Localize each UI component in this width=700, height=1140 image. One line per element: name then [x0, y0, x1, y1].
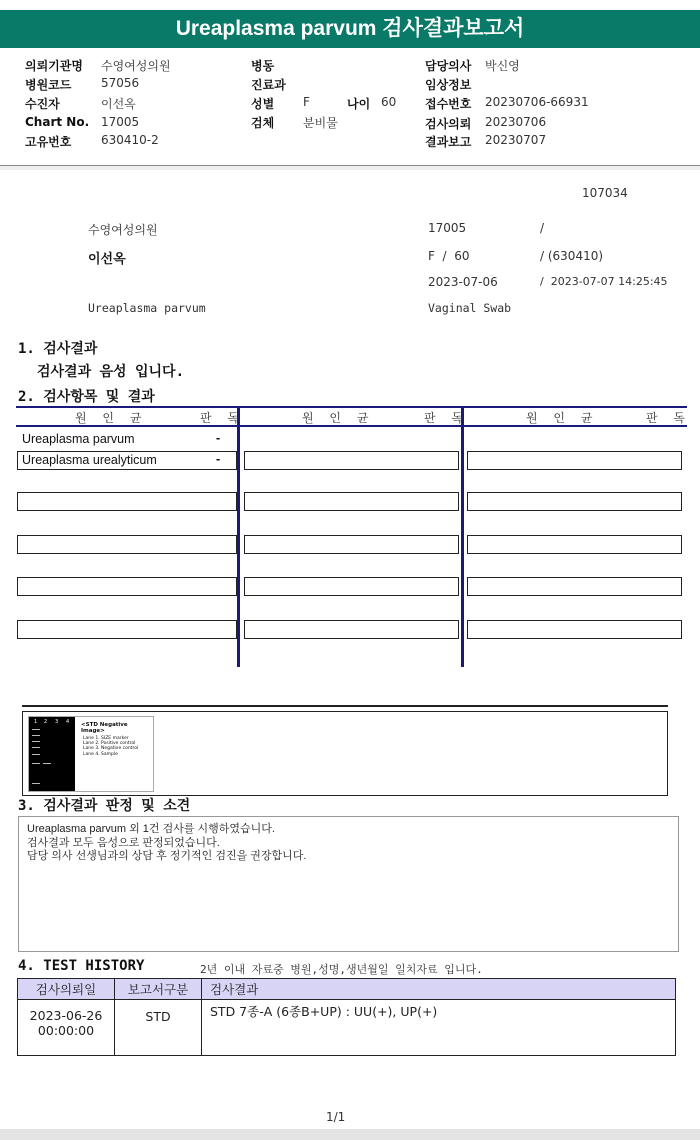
- gel-title: <STD Negative Image>: [81, 722, 128, 734]
- chart-value: 17005: [101, 115, 140, 129]
- empty-cell: [467, 577, 682, 596]
- history-type: STD: [115, 1000, 202, 1056]
- ward-label: 병동: [251, 59, 275, 73]
- history-header-row: [18, 979, 676, 1000]
- summary-patient: 이선옥: [88, 252, 126, 267]
- hospital-value: 수영여성의원: [101, 59, 171, 73]
- column-divider-2: [461, 406, 464, 667]
- table-top-rule: [16, 406, 687, 408]
- empty-cell: [17, 535, 237, 554]
- report-value: 20230707: [485, 133, 547, 147]
- summary-specimen: Vaginal Swab: [428, 301, 512, 315]
- lane-number: 2: [44, 719, 48, 725]
- section4-title: 4. TEST HISTORY: [18, 958, 145, 974]
- gel-legend-item: Lane 3. Negative control: [83, 746, 139, 752]
- col1-result-header: 판 독: [200, 411, 245, 425]
- history-date: 2023-06-26: [29, 1008, 103, 1023]
- result-name-2: Ureaplasma urealyticum: [22, 453, 157, 467]
- result-value-2: -: [216, 452, 221, 466]
- gel-band: [32, 729, 40, 730]
- empty-cell: [467, 620, 682, 639]
- section2-title: 2. 검사항목 및 결과: [18, 389, 155, 405]
- history-col-type: 보고서구분: [115, 979, 202, 1000]
- gel-band: [32, 747, 40, 748]
- specimen-value: 분비물: [303, 116, 338, 130]
- header-info: [25, 57, 685, 152]
- code-label: 병원코드: [25, 78, 72, 92]
- history-col-result: 검사결과: [202, 979, 676, 1000]
- opinion-line: 검사결과 모두 음성으로 판정되었습니다.: [27, 836, 220, 849]
- section1-title: 1. 검사결과: [18, 341, 98, 357]
- result-value-1: -: [216, 431, 221, 445]
- empty-cell: [244, 620, 459, 639]
- request-label: 검사의뢰: [425, 117, 472, 131]
- request-value: 20230706: [485, 115, 547, 129]
- summary-code: 107034: [582, 186, 628, 200]
- empty-cell: [17, 620, 237, 639]
- chart-label: Chart No.: [25, 115, 90, 129]
- empty-cell: [467, 451, 682, 470]
- summary-slash: /: [540, 221, 545, 235]
- gel-band: [32, 763, 40, 764]
- col3-result-header: 판 독: [646, 411, 691, 425]
- sex-value: F: [303, 95, 310, 109]
- gel-top-rule: [22, 705, 668, 707]
- history-result: STD 7종-A (6종B+UP) : UU(+), UP(+): [202, 1000, 676, 1056]
- gel-figure: [28, 716, 154, 792]
- empty-cell: [244, 492, 459, 511]
- empty-cell: [17, 577, 237, 596]
- clinical-label: 임상정보: [425, 78, 472, 92]
- summary-id: / (630410): [540, 249, 604, 263]
- age-value: 60: [381, 95, 397, 109]
- history-note: 2년 이내 자료중 병원,성명,생년월일 일치자료 입니다.: [200, 963, 483, 976]
- opinion-text: [27, 823, 306, 864]
- lane-number: 3: [55, 719, 59, 725]
- history-row: [18, 1000, 676, 1056]
- page-number: 1/1: [326, 1110, 346, 1124]
- header-shadow: [0, 166, 700, 170]
- column-divider-1: [237, 406, 240, 667]
- summary-datetime: / 2023-07-07 14:25:45: [540, 275, 668, 288]
- empty-cell: [467, 535, 682, 554]
- empty-cell: [467, 492, 682, 511]
- gel-legend-item: Lane 2. Positive control: [83, 741, 136, 747]
- report-label: 결과보고: [425, 135, 472, 149]
- summary-sex-age: F / 60: [428, 249, 470, 263]
- dept-label: 진료과: [251, 78, 286, 92]
- empty-cell: [244, 577, 459, 596]
- opinion-box: [18, 816, 679, 952]
- history-date-cell: [18, 1000, 115, 1056]
- gel-band: [32, 735, 40, 736]
- section1-text: 검사결과 음성 입니다.: [37, 364, 185, 380]
- gel-band: [32, 741, 40, 742]
- patient-value: 이선옥: [101, 97, 136, 111]
- receipt-label: 접수번호: [425, 97, 472, 111]
- empty-cell: [244, 535, 459, 554]
- lane-number: 4: [66, 719, 70, 725]
- history-table: [17, 978, 676, 1056]
- summary-chart: 17005: [428, 221, 467, 235]
- history-time: 00:00:00: [37, 1023, 95, 1038]
- age-label: 나이: [347, 97, 371, 111]
- col2-organism-header: 원 인 균: [302, 411, 375, 425]
- doctor-label: 담당의사: [425, 59, 472, 73]
- empty-cell: [244, 451, 459, 470]
- gel-photo: [29, 717, 75, 791]
- gel-legend: [83, 736, 138, 757]
- summary-date: 2023-07-06: [428, 275, 498, 289]
- report-title: Ureaplasma parvum 검사결과보고서: [0, 10, 700, 48]
- gel-band: [32, 783, 40, 784]
- specimen-label: 검체: [251, 116, 275, 130]
- opinion-line: Ureaplasma parvum 외 1건 검사를 시행하였습니다.: [27, 823, 275, 835]
- code-value: 57056: [101, 76, 140, 90]
- col1-organism-header: 원 인 균: [75, 411, 148, 425]
- opinion-line: 담당 의사 선생님과의 상담 후 정기적인 검진을 권장합니다.: [27, 850, 307, 862]
- hospital-label: 의뢰기관명: [25, 59, 83, 73]
- summary-hospital: 수영여성의원: [88, 223, 158, 237]
- col2-result-header: 판 독: [424, 411, 469, 425]
- receipt-value: 20230706-66931: [485, 95, 589, 109]
- gel-band: [43, 763, 51, 764]
- unique-value: 630410-2: [101, 133, 159, 147]
- gel-legend-item: Lane 1. SIZE marker: [83, 736, 129, 741]
- empty-cell: [17, 492, 237, 511]
- col3-organism-header: 원 인 균: [526, 411, 599, 425]
- unique-label: 고유번호: [25, 135, 72, 149]
- history-col-date: 검사의뢰일: [18, 979, 115, 1000]
- patient-label: 수진자: [25, 97, 60, 111]
- gel-band: [32, 754, 40, 755]
- result-name-1: Ureaplasma parvum: [22, 432, 135, 446]
- lane-number: 1: [34, 719, 38, 725]
- section3-title: 3. 검사결과 판정 및 소견: [18, 798, 191, 814]
- page-bottom-band: [0, 1129, 700, 1140]
- gel-legend-item: Lane 4. Sample: [83, 751, 118, 757]
- doctor-value: 박신영: [485, 59, 520, 73]
- summary-test: Ureaplasma parvum: [88, 301, 206, 315]
- sex-label: 성별: [251, 97, 275, 111]
